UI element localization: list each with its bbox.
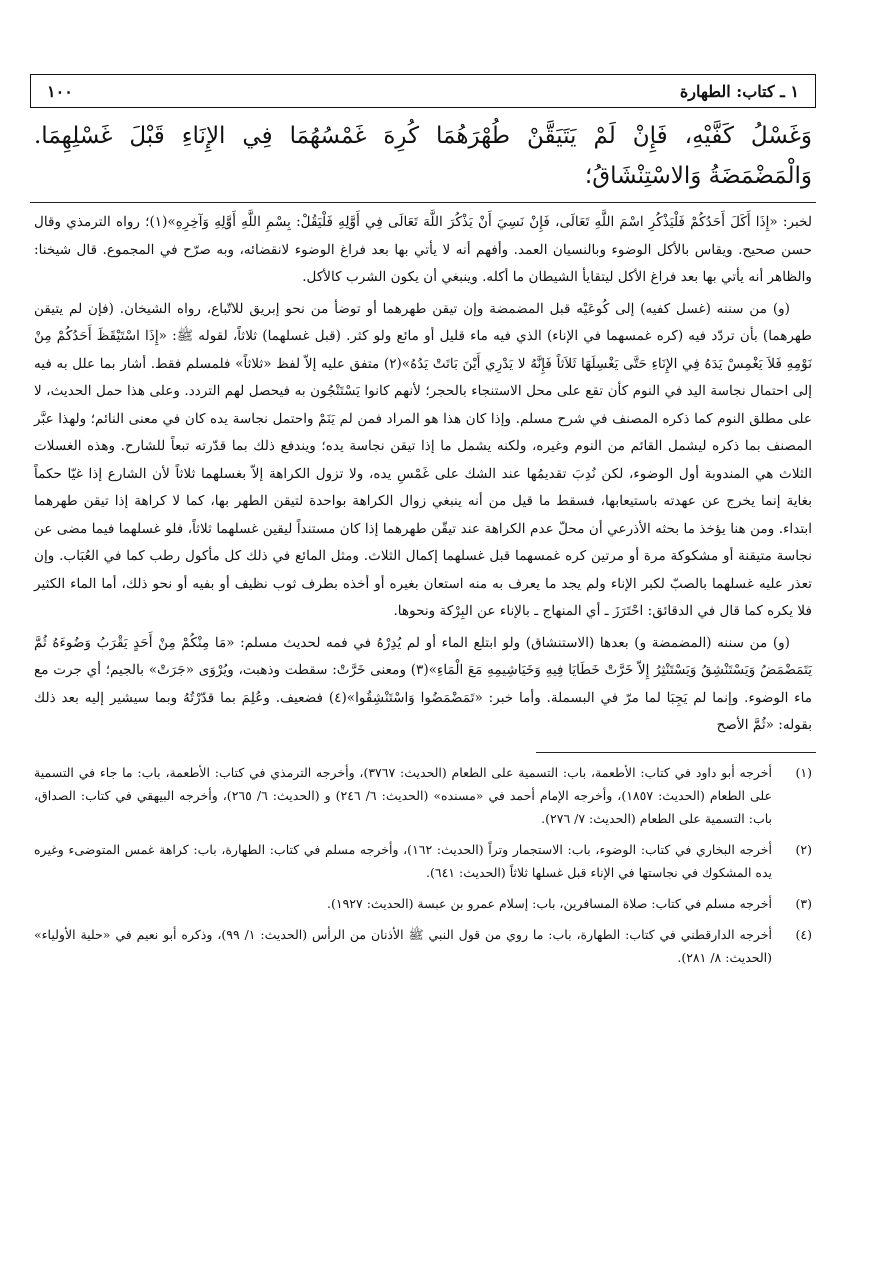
footnote-text: أخرجه مسلم في كتاب: صلاة المسافرين، باب: إسلام عمرو بن عبسة (الحديث: ١٩٢٧). (327, 895, 772, 911)
book-page (30, 74, 816, 1234)
footnote-number: (٣) (795, 895, 812, 911)
footnote-text: أخرجه البخاري في كتاب: الوضوء، باب: الاستجمار وتراً (الحديث: ١٦٢)، وأخرجه مسلم في كتاب: الطهارة، باب: كراهة غمس المتوضىء وغيره يده المشكوك في نجاستها في الإناء قبل غسلها ثلاثاً (الحديث: ٦٤١). (34, 841, 772, 880)
commentary-paragraph-1: لخبر: «إِذَا أَكَلَ أَحَدُكُمْ فَلْيَذْكُرِ اسْمَ اللَّهِ تَعَالَى، فَإِنْ نَسِيَ أَنْ يَذْكُرَ اللَّهَ تَعَالَى فِي أَوَّلِهِ فَلْيَقُلْ: بِسْمِ اللَّهِ أَوَّلِهِ وَآخِرِهِ»(١)؛ رواه الترمذي وقال حسن صحيح. ويقاس بالأكل الوضوء وبالنسيان العمد. وأفهم أنه لا يأتي بها بعد فراغ الوضوء لانقضائه، وبه صرّح في المجموع. قال شيخنا: والظاهر أنه يأتي بها بعد فراغ الأكل ليتقايأ الشيطان ما أكله. وينبغي أن يكون الشرب كالأكل. (34, 214, 812, 285)
footnote-text: أخرجه أبو داود في كتاب: الأطعمة، باب: التسمية على الطعام (الحديث: ٣٧٦٧)، وأخرجه الترمذي في كتاب: الأطعمة، باب: ما جاء في التسمية على الطعام (الحديث: ١٨٥٧)، وأخرجه الإمام أحمد في «مسنده» (الحديث: ٦/ ٢٤٦) و (الحديث: ٦/ ٢٦٥)، وأخرجه البيهقي في كتاب: الصداق، باب: التسمية على الطعام (الحديث: ٧/ ٢٧٦). (34, 764, 773, 826)
running-title: ١ ـ كتاب: الطهارة (679, 81, 799, 101)
footnotes (30, 761, 816, 969)
page-header (30, 74, 816, 108)
footnote-2 (34, 838, 812, 884)
footnote-separator (536, 752, 816, 753)
commentary-paragraph-2: (و) من سننه (غسل كفيه) إلى كُوعَيْه قبل المضمضة وإن تيقن طهرهما أو توضأ من نحو إبريق للاتّباع، رواه الشيخان. (فإن لم يتيقن طهرهما) بأن تردّد فيه (كره غمسهما في الإناء) الذي فيه ماء قليل أو مائع ولو كثر. (قبل غسلهما) ثلاثاً، لقوله ﷺ: «إِذَا اسْتَيْقَظَ أَحَدُكُمْ مِنْ نَوْمِهِ فَلاَ يَغْمِسْ يَدَهُ فِي الإِنَاءِ حَتَّى يَغْسِلَهَا ثَلاَثاً فَإِنَّهُ لا يَدْرِي أَيْنَ بَاتَتْ يَدُهُ»(٢) متفق عليه إلاّ لفظ «ثلاثاً» فلمسلم فقط. أشار بما علل به فيه إلى احتمال نجاسة اليد في النوم كأن تقع على محل الاستنجاء بالحجر؛ لأنهم كانوا يَسْتَنْجُون به فيحصل لهم التردد. وعلى هذا حمل الحديث، لا على مطلق النوم كما ذكره المصنف في شرح مسلم. وإذا كان هذا هو المراد فمن لم يَنَمْ واحتمل نجاسة يده كان في معنى النائم؛ ولهذا عبَّر المصنف بما ذكره ليشمل القائم من النوم وغيره، ولكنه يشمل ما إذا تيقن نجاسة يده؛ ويندفع ذلك بما قدّرته تبعاً للشارح. وهذه الغسلات الثلاث هي المندوبة أول الوضوء، لكن نُدِبَ تقديمُها عند الشك على غَمْسِ يده، ولا تزول الكراهة إلاّ بغسلهما ثلاثاً لأن الشارع إذا غيّا حكماً بغاية إنما يخرج عن عهدته باستيعابها، فسقط ما قيل من أنه ينبغي زوال الكراهة بواحدة لتيقن الطهر بها، كما لا كراهة إذا تيقن طهرهما ابتداء. ومن هنا يؤخذ ما بحثه الأذرعي أن محلّ عدم الكراهة عند تيقّن طهرهما إذا كان مستنداً ليقين غسلهما ثلاثاً، فلو غسلهما فيما مضى عن نجاسة متيقنة أو مشكوكة مرة أو مرتين كره غمسهما قبل غسلهما إكمال الثلاث. ومثل المائع في ذلك كل مأكول رطب كما في العُبَاب. وإن تعذر عليه غسلهما بالصبّ لكبر الإناء ولم يجد ما يعرف به منه استعان بغيره أو أخذه بطرف ثوب نظيف أو بفيه أو نحو ذلك، أما الماء الكثير فلا يكره كما قال في الدقائق: احْتَرَزَ ـ أي المنهاج ـ بالإناء عن البِرْكة ونحوها. (34, 300, 812, 619)
footnote-number: (٢) (795, 841, 812, 857)
commentary (30, 209, 816, 740)
footnote-text: أخرجه الدارقطني في كتاب: الطهارة، باب: ما روي من قول النبي ﷺ الأذنان من الرأس (الحديث: ١/ ٩٩)، وذكره أبو نعيم في «حلية الأولياء» (الحديث: ٨/ ٢٨١). (34, 926, 772, 965)
footnote-4 (34, 923, 812, 969)
footnote-number: (٤) (795, 926, 812, 942)
footnote-3 (34, 892, 812, 915)
footnote-number: (١) (795, 764, 812, 780)
page-number: ١٠٠ (47, 81, 73, 101)
commentary-paragraph-3: (و) من سننه (المضمضة و) بعدها (الاستنشاق) ولو ابتلع الماء أو لم يُدِرْهُ في فمه لحديث مسلم: «مَا مِنْكُمْ مِنْ أَحَدٍ يَقْرَبُ وَضُوءَهُ ثُمَّ يَتَمَضْمَضُ وَيَسْتَنْشِقُ وَيَسْتَنْثِرُ إِلاّ خَرَّتْ خَطَايَا فِيهِ وَخَيَاشِيمِهِ مَعَ الْمَاءِ»(٣) ومعنى خَرَّتْ: سقطت وذهبت، ويُرْوَى «جَرَتْ» بالجيم؛ أي جرت مع ماء الوضوء. وإنما لم يَجِبَا لما مرّ في البسملة. وأما خبر: «تَمَضْمَضُوا وَاسْتَنْشِقُوا»(٤) فضعيف. وعُلِمَ بما قدّرْتُهُ وبما سيشير إليه بعد ذلك بقوله: «ثُمَّ الأصح (34, 634, 812, 733)
footnote-1 (34, 761, 812, 830)
main-text: وَغَسْلُ كَفَّيْهِ، فَإِنْ لَمْ يَتَيَقَّنْ طُهْرَهُمَا كُرِهَ غَمْسُهُمَا فِي الإِنَاءِ قَبْلَ غَسْلِهِمَا. وَالْمَضْمَضَةُ وَالاسْتِنْشَاقُ؛ (30, 116, 816, 203)
